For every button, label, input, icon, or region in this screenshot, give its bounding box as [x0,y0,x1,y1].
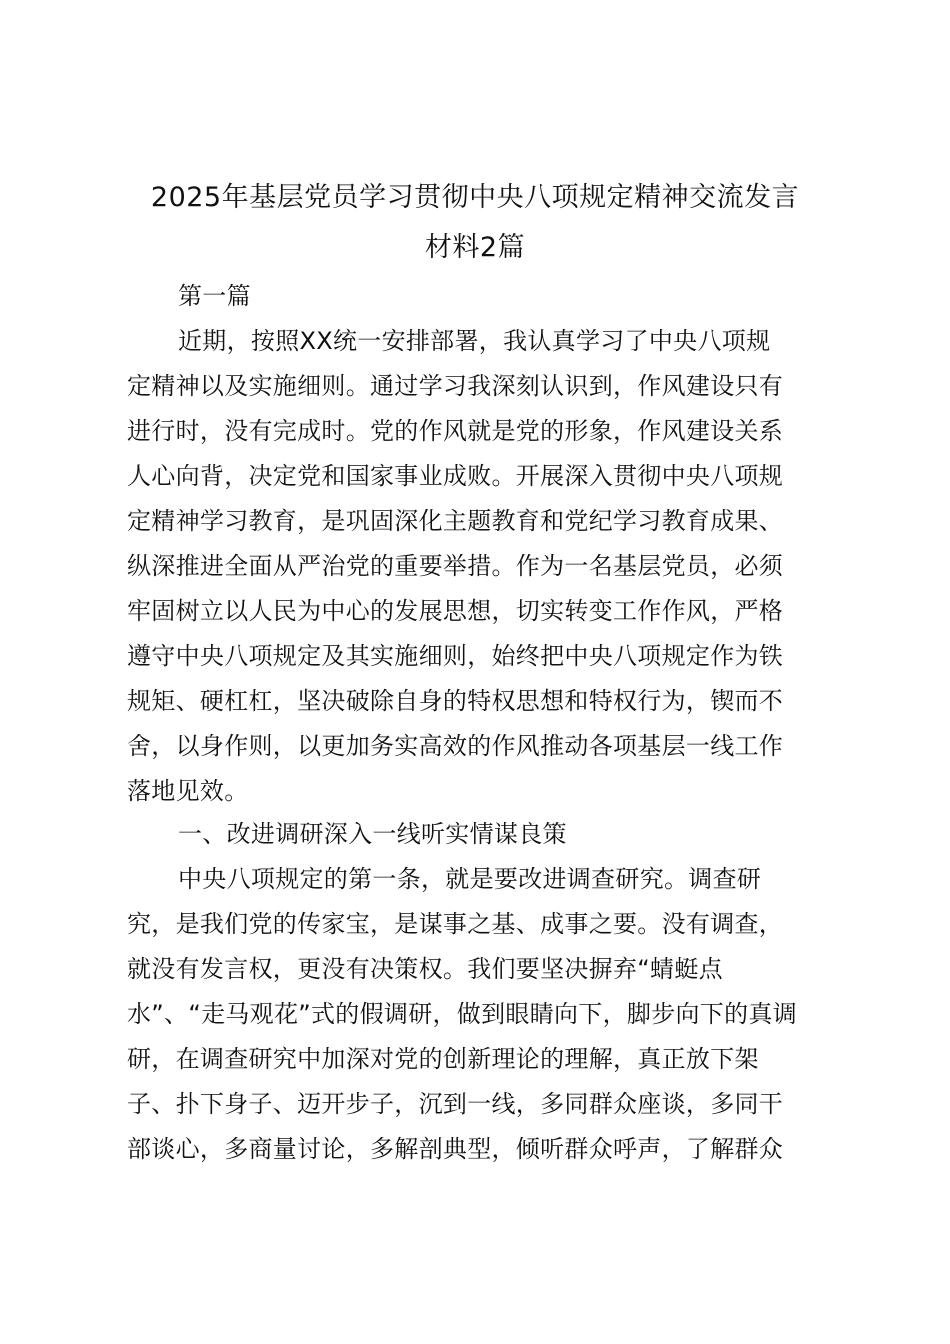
paragraph-line: 规矩、硬杠杠，坚决破除自身的特权思想和特权行为，锲而不 [127,687,784,715]
paragraph-line: 子、扑下身子、迈开步子，沉到一线，多同群众座谈，多同干 [127,1090,784,1118]
paragraph-line: 定精神以及实施细则。通过学习我深刻认识到，作风建设只有 [127,372,784,400]
paragraph-line: 就没有发言权，更没有决策权。我们要坚决摒弃“蜻蜓点 [127,955,723,983]
paragraph-line: 进行时，没有完成时。党的作风就是党的形象，作风建设关系 [127,417,784,445]
paragraph-line: 中央八项规定的第一条，就是要改进调查研究。调查研 [178,865,762,893]
paragraph-line: 舍，以身作则，以更加务实高效的作风推动各项基层一线工作 [127,732,784,760]
document-title-line-2: 材料2篇 [424,232,526,263]
document-title-line-1: 2025年基层党员学习贯彻中央八项规定精神交流发言 [150,182,800,213]
paragraph-line: 水”、“走马观花”式的假调研，做到眼睛向下，脚步向下的真调 [127,1000,797,1028]
paragraph-line: 研，在调查研究中加深对党的创新理论的理解，真正放下架 [127,1045,759,1073]
paragraph-line: 部谈心，多商量讨论，多解剖典型，倾听群众呼声，了解群众 [127,1135,784,1163]
section-heading: 一、改进调研深入一线听实情谋良策 [178,820,567,848]
paragraph-line: 纵深推进全面从严治党的重要举措。作为一名基层党员，必须 [127,552,784,580]
paragraph-line: 牢固树立以人民为中心的发展思想，切实转变工作作风，严格 [127,597,784,625]
paragraph-line: 究，是我们党的传家宝，是谋事之基、成事之要。没有调查， [127,910,784,938]
section-label: 第一篇 [178,282,251,310]
paragraph-line: 遵守中央八项规定及其实施细则，始终把中央八项规定作为铁 [127,642,784,670]
paragraph-line: 人心向背，决定党和国家事业成败。开展深入贯彻中央八项规 [127,462,784,490]
paragraph-line: 近期，按照XX统一安排部署，我认真学习了中央八项规 [178,327,771,355]
paragraph-line: 落地见效。 [127,777,249,805]
paragraph-line: 定精神学习教育，是巩固深化主题教育和党纪学习教育成果、 [127,507,784,535]
